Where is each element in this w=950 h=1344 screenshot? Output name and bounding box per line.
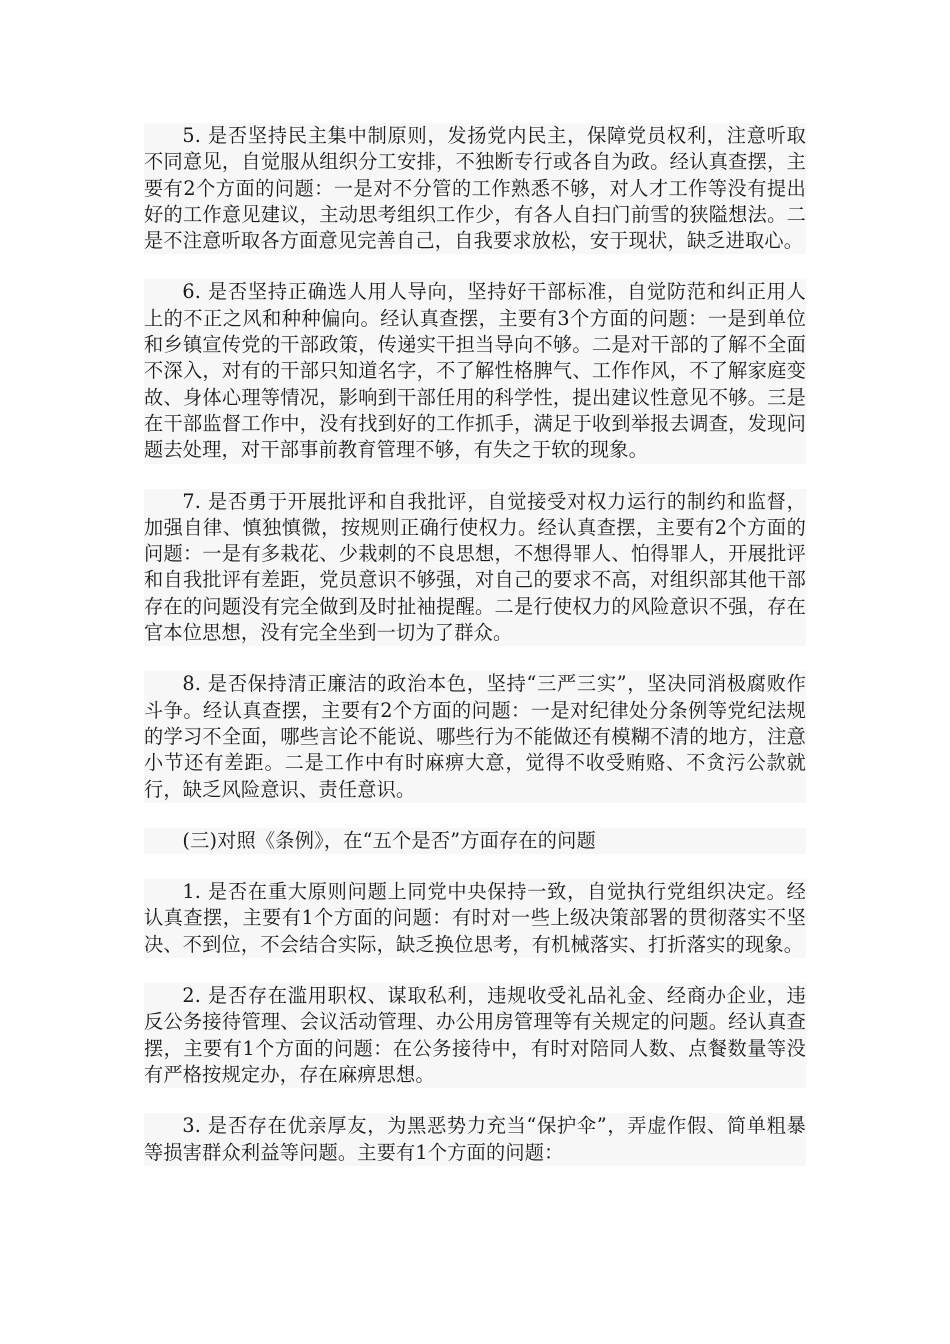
paragraph-gap bbox=[0, 464, 950, 489]
paragraph-gap bbox=[0, 803, 950, 828]
paragraph-item-8: 8. 是否保持清正廉洁的政治本色，坚持“三严三实”，坚决同消极腐败作斗争。经认真查摆，主要有2个方面的问题：一是对纪律处分条例等党纪法规的学习不全面，哪些言论不能说、哪些行为不能做还有模糊不清的地方，注意小节还有差距。二是工作中有时麻痹大意，觉得不收受贿赂、不贪污公款就行，缺乏风险意识、责任意识。 bbox=[144, 672, 806, 801]
paragraph-item-5: 5. 是否坚持民主集中制原则，发扬党内民主，保障党员权利，注意听取不同意见，自觉服从组织分工安排，不独断专行或各自为政。经认真查摆，主要有2个方面的问题：一是对不分管的工作熟悉不够，对人才工作等没有提出好的工作意见建议，主动思考组织工作少，有各人自扫门前雪的狭隘想法。二是不注意听取各方面意见完善自己，自我要求放松，安于现状，缺乏进取心。 bbox=[144, 124, 806, 253]
document-body bbox=[144, 123, 806, 1166]
paragraph-item-3: 3. 是否存在优亲厚友，为黑恶势力充当“保护伞”，弄虚作假、简单粗暴等损害群众利益等问题。主要有1个方面的问题： bbox=[144, 1114, 806, 1164]
paragraph-item-1: 1. 是否在重大原则问题上同党中央保持一致，自觉执行党组织决定。经认真查摆，主要有1个方面的问题：有时对一些上级决策部署的贯彻落实不坚决、不到位，不会结合实际，缺乏换位思考，有机械落实、打折落实的现象。 bbox=[144, 880, 806, 956]
paragraph-gap bbox=[0, 254, 950, 279]
paragraph-gap bbox=[0, 1088, 950, 1113]
paragraph-gap bbox=[0, 646, 950, 671]
paragraph-gap bbox=[0, 854, 950, 879]
paragraph-item-6: 6. 是否坚持正确选人用人导向，坚持好干部标准，自觉防范和纠正用人上的不正之风和种种偏向。经认真查摆，主要有3个方面的问题：一是到单位和乡镇宣传党的干部政策，传递实干担当导向不够。二是对干部的了解不全面不深入，对有的干部只知道名字，不了解性格脾气、工作作风，不了解家庭变故、身体心理等情况，影响到干部任用的科学性，提出建议性意见不够。三是在干部监督工作中，没有找到好的工作抓手，满足于收到举报去调查，发现问题去处理，对干部事前教育管理不够，有失之于软的现象。 bbox=[144, 280, 806, 462]
paragraph-item-7: 7. 是否勇于开展批评和自我批评，自觉接受对权力运行的制约和监督，加强自律、慎独慎微，按规则正确行使权力。经认真查摆，主要有2个方面的问题：一是有多栽花、少栽刺的不良思想，不想得罪人、怕得罪人，开展批评和自我批评有差距，党员意识不够强，对自己的要求不高，对组织部其他干部存在的问题没有完全做到及时扯袖提醒。二是行使权力的风险意识不强，存在官本位思想，没有完全坐到一切为了群众。 bbox=[144, 489, 806, 645]
paragraph-item-2: 2. 是否存在滥用职权、谋取私利，违规收受礼品礼金、经商办企业，违反公务接待管理、会议活动管理、办公用房管理等有关规定的问题。经认真查摆，主要有1个方面的问题：在公务接待中，有时对陪同人数、点餐数量等没有严格按规定办，存在麻痹思想。 bbox=[144, 984, 806, 1086]
paragraph-gap bbox=[0, 958, 950, 983]
section-heading: (三)对照《条例》，在“五个是否”方面存在的问题 bbox=[182, 828, 596, 852]
